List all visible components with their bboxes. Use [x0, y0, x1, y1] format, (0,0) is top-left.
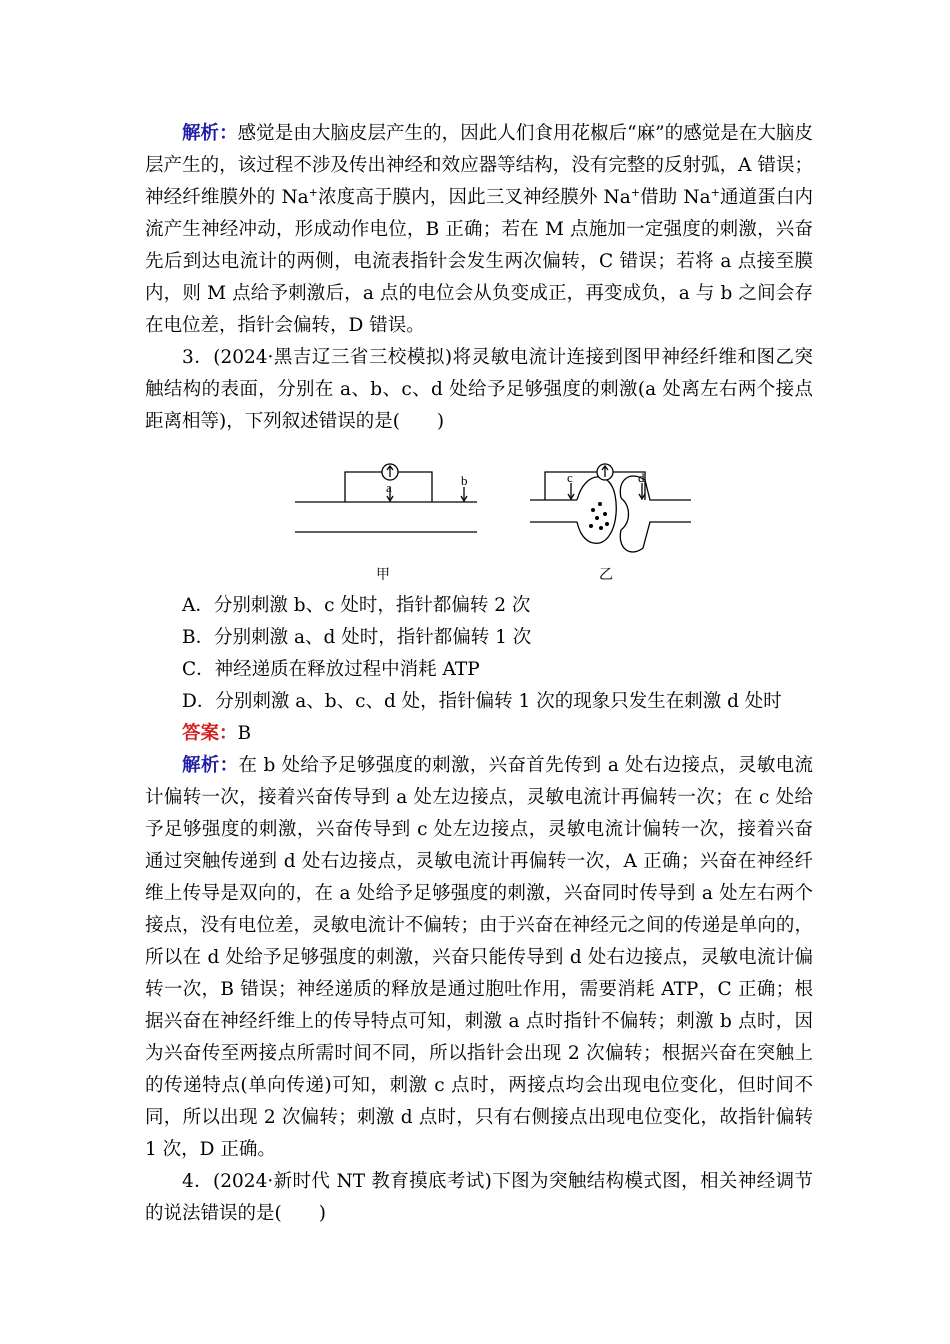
figure-caption-yi: 乙	[599, 567, 613, 583]
question-3-stem: 3．(2024·黑吉辽三省三校模拟)将灵敏电流计连接到图甲神经纤维和图乙突触结构的表面，分别在 a、b、c、d 处给予足够强度的刺激(a 处离左右两个接点距离相等)，下列叙述错误的是( )	[145, 347, 813, 432]
neuron-diagram	[145, 440, 813, 590]
option-b: B．分别刺激 a、d 处时，指针都偏转 1 次	[182, 627, 532, 648]
answer-line	[145, 718, 813, 750]
figure-caption-jia: 甲	[376, 567, 390, 583]
document-body	[145, 118, 813, 1230]
explanation-paragraph-2: 解析：在 b 处给予足够强度的刺激，兴奋首先传到 a 处右边接点，灵敏电流计偏转一次，接着兴奋传导到 a 处左边接点，灵敏电流计再偏转一次；在 c 处给予足够强度的刺激，兴奋传导到 c 处左边接点，灵敏电流计偏转一次，接着兴奋通过突触传递到 d 处右边接点，灵敏电流计再偏转一次，A 正确；兴奋在神经纤维上传导是双向的，在 a 处给予足够强度的刺激，兴奋同时传导到 a 处左右两个接点，没有电位差，灵敏电流计不偏转；由于兴奋在神经元之间的传递是单向的，所以在 d 处给予足够强度的刺激，兴奋只能传导到 d 处右边接点，灵敏电流计偏转一次，B 错误；神经递质的释放是通过胞吐作用，需要消耗 ATP，C 正确；根据兴奋在神经纤维上的传导特点可知，刺激 a 点时指针不偏转；刺激 b 点时，因为兴奋传至两接点所需时间不同，所以指针会出现 2 次偏转；根据兴奋在突触上的传递特点(单向传递)可知，刺激 c 点时，两接点均会出现电位变化，但时间不同，所以出现 2 次偏转；刺激 d 点时，只有右侧接点出现电位变化，故指针偏转 1 次，D 正确。	[145, 755, 813, 1160]
answer-label: 答案：	[182, 723, 238, 744]
question-4-stem: 4．(2024·新时代 NT 教育摸底考试)下图为突触结构模式图，相关神经调节的说法错误的是( )	[145, 1171, 813, 1224]
label-a: a	[386, 480, 392, 495]
label-b: b	[461, 473, 468, 488]
option-c: C．神经递质在释放过程中消耗 ATP	[182, 659, 480, 680]
label-c: c	[567, 470, 573, 485]
option-a: A．分别刺激 b、c 处时，指针都偏转 2 次	[182, 595, 531, 616]
option-d: D．分别刺激 a、b、c、d 处，指针偏转 1 次的现象只发生在刺激 d 处时	[182, 691, 782, 712]
label-d: d	[638, 470, 645, 485]
explanation-label: 解析：	[182, 755, 239, 776]
neuron-figure	[145, 440, 813, 590]
explanation-label: 解析：	[182, 123, 238, 144]
explanation-paragraph-1: 解析：感觉是由大脑皮层产生的，因此人们食用花椒后“麻”的感觉是在大脑皮层产生的，该过程不涉及传出神经和效应器等结构，没有完整的反射弧，A 错误；神经纤维膜外的 Na+浓度高于膜内，因此三叉神经膜外 Na+借助 Na+通道蛋白内流产生神经冲动，形成动作电位，B 正确；若在 M 点施加一定强度的刺激，兴奋先后到达电流计的两侧，电流表指针会发生两次偏转，C 错误；若将 a 点接至膜内，则 M 点给予刺激后，a 点的电位会从负变成正，再变成负，a 与 b 之间会存在电位差，指针会偏转，D 错误。	[145, 123, 813, 336]
answer-value: B	[237, 723, 252, 744]
